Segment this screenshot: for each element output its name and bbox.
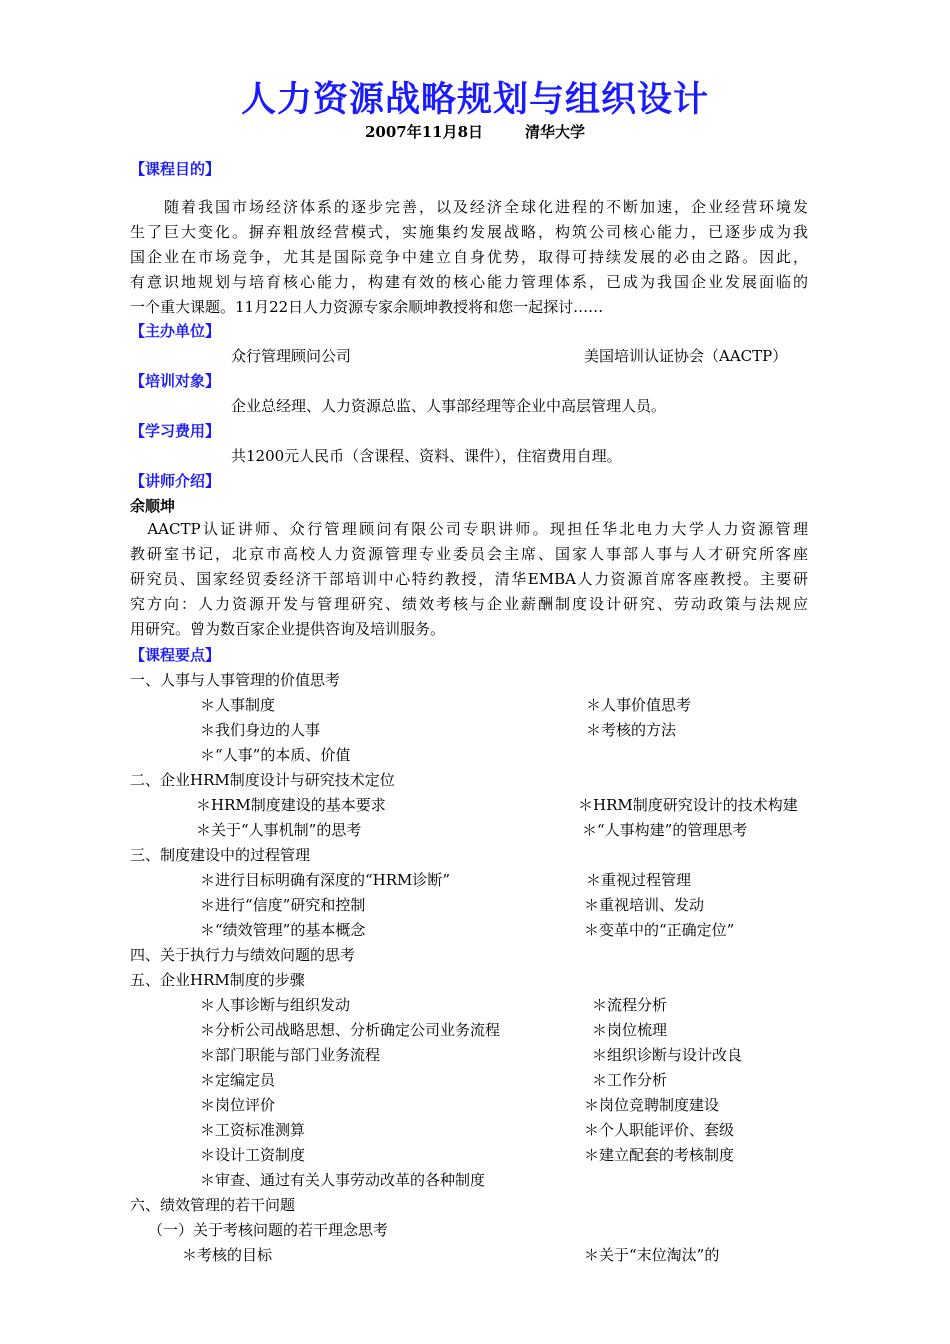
outline-item: ＊人事诊断与组织发动: [200, 996, 351, 1014]
outline-item: ＊关于“末位淘汰”的: [584, 1246, 720, 1264]
outline-section: 二、企业HRM制度设计与研究技术定位: [130, 771, 395, 789]
outline-item: ＊定编定员: [200, 1071, 276, 1089]
outline-item: ＊部门职能与部门业务流程: [200, 1046, 381, 1064]
outline-section: 一、人事与人事管理的价值思考: [130, 671, 341, 689]
outline-item: ＊考核的方法: [586, 721, 677, 739]
outline-item: ＊建立配套的考核制度: [584, 1146, 735, 1164]
purpose-line: 一个重大课题。11月22日人力资源专家余顺坤教授将和您一起探讨……: [130, 298, 604, 316]
outline-section: 六、绩效管理的若干问题: [130, 1196, 296, 1214]
outline-item: ＊重视过程管理: [586, 871, 692, 889]
outline-item: ＊人事制度: [200, 696, 276, 714]
lecturer-line: 研究员、国家经贸委经济干部培训中心特约教授，清华EMBA人力资源首席客座教授。主要研: [130, 570, 808, 588]
purpose-line: 有意识地规划与培育核心能力，构建有效的核心能力管理体系，已成为我国企业发展面临的: [130, 273, 808, 291]
organizer-left: 众行管理顾问公司: [231, 347, 352, 365]
outline-item: ＊岗位评价: [200, 1096, 276, 1114]
outline-item: ＊关于“人事机制”的思考: [196, 821, 362, 839]
outline-item: ＊进行目标明确有深度的“HRM诊断”: [200, 871, 451, 889]
lecturer-line: AACTP认证讲师、众行管理顾问有限公司专职讲师。现担任华北电力大学人力资源管理: [130, 520, 808, 538]
outline-item: ＊HRM制度建设的基本要求: [196, 796, 386, 814]
outline-item: ＊变革中的“正确定位”: [584, 921, 735, 939]
outline-section: 三、制度建设中的过程管理: [130, 846, 311, 864]
purpose-line: 随着我国市场经济体系的逐步完善，以及经济全球化进程的不断加速，企业经营环境发: [130, 198, 808, 216]
outline-item: ＊“人事”的本质、价值: [200, 746, 351, 764]
event-date: 2007年11月8日: [364, 123, 484, 141]
outline-item: ＊组织诊断与设计改良: [592, 1046, 743, 1064]
outline-item: ＊人事价值思考: [586, 696, 692, 714]
outline-item: ＊考核的目标: [182, 1246, 273, 1264]
organizer-heading: 【主办单位】: [130, 322, 221, 340]
outline-item: ＊我们身边的人事: [200, 721, 321, 739]
purpose-line: 生了巨大变化。摒弃粗放经营模式，实施集约发展战略，构筑公司核心能力，已逐步成为我: [130, 223, 808, 241]
purpose-heading: 【课程目的】: [130, 160, 221, 178]
outline-item: ＊工作分析: [592, 1071, 668, 1089]
page-title: 人力资源战略规划与组织设计: [240, 80, 709, 120]
outline-subsection: （一）关于考核问题的若干理念思考: [148, 1221, 389, 1239]
outline-item: ＊审查、通过有关人事劳动改革的各种制度: [200, 1171, 486, 1189]
outline-item: ＊进行“信度”研究和控制: [200, 896, 366, 914]
lecturer-line: 究方向：人力资源开发与管理研究、绩效考核与企业薪酬制度设计研究、劳动政策与法规应: [130, 595, 808, 613]
lecturer-paragraph: [130, 517, 808, 642]
fee-heading: 【学习费用】: [130, 422, 221, 440]
audience-text: 企业总经理、人力资源总监、人事部经理等企业中高层管理人员。: [231, 397, 667, 415]
outline-item: ＊工资标准测算: [200, 1121, 306, 1139]
fee-text: 共1200元人民币（含课程、资料、课件），住宿费用自理。: [231, 447, 622, 465]
outline-item: ＊分析公司战略思想、分析确定公司业务流程: [200, 1021, 501, 1039]
lecturer-heading: 【讲师介绍】: [130, 472, 221, 490]
outline-section: 四、关于执行力与绩效问题的思考: [130, 946, 356, 964]
purpose-paragraph: [130, 195, 808, 320]
lecturer-line: 教研室书记，北京市高校人力资源管理专业委员会主席、国家人事部人事与人才研究所客座: [130, 545, 808, 563]
purpose-line: 国企业在市场竞争，尤其是国际竞争中建立自身优势，取得可持续发展的必由之路。因此，: [130, 248, 808, 266]
audience-heading: 【培训对象】: [130, 372, 221, 390]
outline-heading: 【课程要点】: [130, 646, 221, 664]
outline-item: ＊岗位梳理: [592, 1021, 668, 1039]
outline-item: ＊岗位竞聘制度建设: [584, 1096, 720, 1114]
lecturer-line: 用研究。曾为数百家企业提供咨询及培训服务。: [130, 620, 446, 638]
outline-item: ＊HRM制度研究设计的技术构建: [578, 796, 798, 814]
outline-item: ＊“人事构建”的管理思考: [582, 821, 748, 839]
organizer-right: 美国培训认证协会（AACTP）: [584, 347, 788, 365]
outline-item: ＊重视培训、发动: [584, 896, 705, 914]
date-venue: [0, 121, 950, 142]
outline-item: ＊个人职能评价、套级: [584, 1121, 735, 1139]
outline-item: ＊流程分析: [592, 996, 668, 1014]
outline-section: 五、企业HRM制度的步骤: [130, 971, 305, 989]
outline-item: ＊“绩效管理”的基本概念: [200, 921, 366, 939]
lecturer-name: 余顺坤: [130, 497, 176, 515]
outline-item: ＊设计工资制度: [200, 1146, 306, 1164]
event-venue: 清华大学: [525, 123, 586, 141]
